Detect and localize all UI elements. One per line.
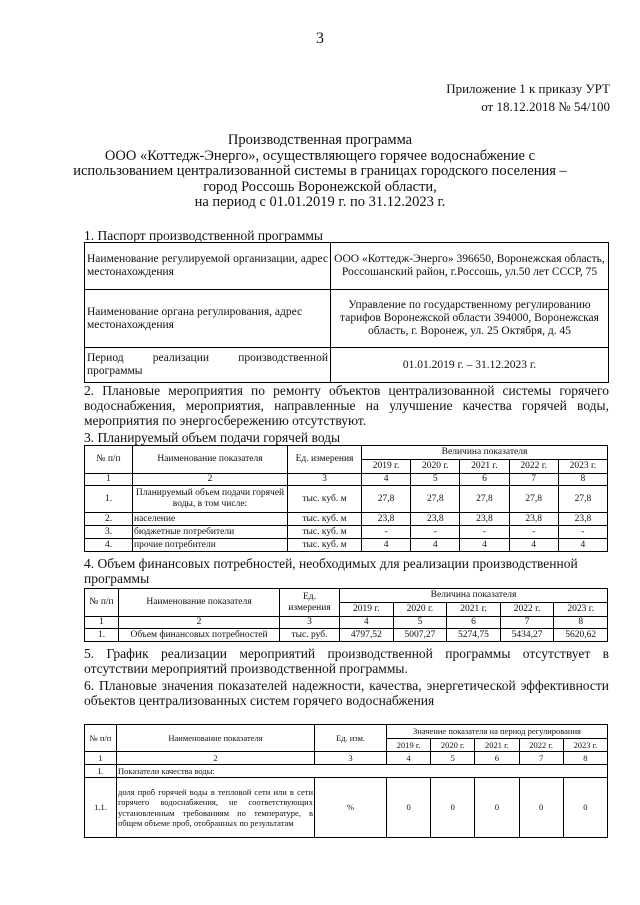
row-unit: тыс. куб. м	[288, 526, 362, 539]
page-number: 3	[316, 30, 324, 47]
header-year: 2023 г.	[554, 603, 608, 617]
header-unit: Ед. измерения	[288, 446, 362, 474]
passport-label: Наименование органа регулирования, адрес местонахождения	[85, 290, 331, 348]
row-value: 23,8	[509, 513, 558, 526]
row-num: 1.	[85, 629, 119, 642]
index-cell: 5	[393, 617, 447, 629]
row-name: доля проб горячей воды в тепловой сети или в сети горячего водоснабжения, не соответствующих установленным требованиям по температуре, в общем объеме проб, отобранных по результатам	[117, 778, 315, 838]
table-row	[85, 778, 608, 838]
document-title	[60, 133, 580, 211]
passport-value: 01.01.2019 г. – 31.12.2023 г.	[331, 348, 609, 383]
index-cell: 6	[460, 474, 509, 486]
title-line-1: Производственная программа	[227, 132, 413, 148]
appendix-note	[446, 80, 610, 116]
row-value: 23,8	[362, 513, 411, 526]
passport-row	[85, 348, 609, 383]
header-group: Величина показателя	[340, 589, 608, 603]
subheader-name: Показатели качества воды:	[117, 765, 608, 778]
header-year: 2020 г.	[393, 603, 447, 617]
header-year: 2022 г.	[500, 603, 554, 617]
index-row	[85, 474, 608, 486]
row-name: бюджетные потребители	[133, 526, 288, 539]
title-line-5: на период с 01.01.2019 г. по 31.12.2023 г.	[194, 194, 446, 210]
subheader-row	[85, 765, 608, 778]
header-num: № п/п	[85, 446, 133, 474]
header-group: Величина показателя	[362, 446, 608, 460]
index-cell: 1	[85, 617, 119, 629]
row-value: 5007,27	[393, 629, 447, 642]
row-value: 27,8	[558, 486, 607, 513]
index-cell: 8	[558, 474, 607, 486]
table-row	[85, 539, 608, 552]
header-unit: Ед. изм.	[315, 725, 387, 752]
index-cell: 5	[431, 752, 475, 765]
passport-table	[84, 242, 609, 383]
row-unit: %	[315, 778, 387, 838]
header-row	[85, 446, 608, 460]
row-value: 4797,52	[340, 629, 394, 642]
row-value: 5434,27	[500, 629, 554, 642]
passport-row	[85, 243, 609, 290]
header-num: № п/п	[85, 589, 119, 617]
row-num: 4.	[85, 539, 133, 552]
row-value: -	[509, 526, 558, 539]
header-year: 2020 г.	[431, 739, 475, 752]
index-cell: 4	[340, 617, 394, 629]
index-row	[85, 617, 608, 629]
table-row	[85, 629, 608, 642]
row-unit: тыс. куб. м	[288, 486, 362, 513]
row-value: 27,8	[362, 486, 411, 513]
section-4-heading: 4. Объем финансовых потребностей, необходимых для реализации производственной программы	[84, 556, 578, 586]
index-cell: 6	[447, 617, 501, 629]
title-line-2: ООО «Коттедж-Энерго», осуществляющего горячее водоснабжение с	[104, 147, 536, 164]
table-row	[85, 513, 608, 526]
header-unit: Ед. измерения	[280, 589, 340, 617]
row-value: 5274,75	[447, 629, 501, 642]
row-name: население	[133, 513, 288, 526]
header-row	[85, 725, 608, 739]
row-value: 4	[509, 539, 558, 552]
section-1-heading: 1. Паспорт производственной программы	[84, 228, 323, 243]
index-cell: 1	[85, 752, 117, 765]
header-year: 2023 г.	[563, 739, 607, 752]
title-line-3: использованием централизованной системы в границах городского поселения –	[73, 163, 567, 179]
row-unit: тыс. куб. м	[288, 513, 362, 526]
index-cell: 2	[117, 752, 315, 765]
header-year: 2022 г.	[509, 460, 558, 474]
row-value: -	[411, 526, 460, 539]
header-year: 2019 г.	[387, 739, 431, 752]
row-value: -	[558, 526, 607, 539]
table-row	[85, 526, 608, 539]
header-year: 2021 г.	[475, 739, 519, 752]
header-year: 2020 г.	[411, 460, 460, 474]
row-value: 4	[411, 539, 460, 552]
header-year: 2019 г.	[362, 460, 411, 474]
row-value: 5620,62	[554, 629, 608, 642]
row-value: 0	[431, 778, 475, 838]
row-value: 0	[519, 778, 563, 838]
index-cell: 2	[119, 617, 280, 629]
subheader-num: I.	[85, 765, 117, 778]
index-cell: 3	[315, 752, 387, 765]
index-cell: 1	[85, 474, 133, 486]
passport-label: Наименование регулируемой организации, адрес местонахождения	[85, 243, 331, 290]
row-value: 4	[362, 539, 411, 552]
index-cell: 8	[554, 617, 608, 629]
header-name: Наименование показателя	[119, 589, 280, 617]
appendix-line-2: от 18.12.2018 № 54/100	[481, 99, 610, 114]
header-year: 2023 г.	[558, 460, 607, 474]
row-value: 0	[387, 778, 431, 838]
supply-volume-table	[84, 445, 608, 552]
header-year: 2021 г.	[447, 603, 501, 617]
section-3-heading: 3. Планируемый объем подачи горячей воды	[84, 430, 341, 445]
row-num: 3.	[85, 526, 133, 539]
row-num: 1.1.	[85, 778, 117, 838]
header-group: Значение показателя на период регулирования	[387, 725, 608, 739]
row-name: Объем финансовых потребностей	[119, 629, 280, 642]
index-cell: 3	[280, 617, 340, 629]
row-value: -	[362, 526, 411, 539]
index-cell: 2	[133, 474, 288, 486]
row-unit: тыс. руб.	[280, 629, 340, 642]
row-num: 2.	[85, 513, 133, 526]
header-name: Наименование показателя	[117, 725, 315, 752]
row-value: 4	[460, 539, 509, 552]
index-cell: 7	[500, 617, 554, 629]
row-value: 23,8	[460, 513, 509, 526]
passport-label: Период реализации производственной программы	[85, 348, 331, 383]
header-year: 2022 г.	[519, 739, 563, 752]
index-cell: 5	[411, 474, 460, 486]
index-cell: 3	[288, 474, 362, 486]
header-num: № п/п	[85, 725, 117, 752]
row-value: 27,8	[460, 486, 509, 513]
row-value: 27,8	[411, 486, 460, 513]
index-cell: 6	[475, 752, 519, 765]
row-unit: тыс. куб. м	[288, 539, 362, 552]
row-num: 1.	[85, 486, 133, 513]
index-cell: 7	[519, 752, 563, 765]
row-value: 4	[558, 539, 607, 552]
header-year: 2021 г.	[460, 460, 509, 474]
row-value: 23,8	[411, 513, 460, 526]
header-year: 2019 г.	[340, 603, 394, 617]
appendix-line-1: Приложение 1 к приказу УРТ	[446, 81, 610, 96]
row-value: 23,8	[558, 513, 607, 526]
header-name: Наименование показателя	[133, 446, 288, 474]
section-6-heading: 6. Плановые значения показателей надежности, качества, энергетической эффективности объектов централизованных систем горячего водоснабжения	[84, 678, 609, 708]
passport-value: ООО «Коттедж-Энерго» 396650, Воронежская область, Россошанский район, г.Россошь, ул.50 лет СССР, 75	[331, 243, 609, 290]
indicators-table	[84, 724, 608, 838]
row-value: 27,8	[509, 486, 558, 513]
header-row	[85, 589, 608, 603]
section-2-text: 2. Плановые мероприятия по ремонту объектов централизованной системы горячего водоснабжения, мероприятия, направленные на улучшение качества горячей воды, мероприятия по энергосбережению отсутствуют.	[84, 383, 609, 428]
financial-needs-table	[84, 588, 608, 642]
section-5-text: 5. График реализации мероприятий производственной программы отсутствует в отсутствии мероприятий производственной программы.	[84, 646, 609, 676]
table-row	[85, 486, 608, 513]
index-cell: 4	[362, 474, 411, 486]
row-value: 0	[563, 778, 607, 838]
row-value: -	[460, 526, 509, 539]
index-cell: 8	[563, 752, 607, 765]
index-cell: 7	[509, 474, 558, 486]
row-value: 0	[475, 778, 519, 838]
index-row	[85, 752, 608, 765]
index-cell: 4	[387, 752, 431, 765]
row-name: Планируемый объем подачи горячей воды, в том числе:	[133, 486, 288, 513]
passport-row	[85, 290, 609, 348]
title-line-4: город Россошь Воронежской области,	[203, 178, 437, 195]
passport-value: Управление по государственному регулированию тарифов Воронежской области 394000, Воронежская область, г. Воронеж, ул. 25 Октября, д. 45	[331, 290, 609, 348]
row-name: прочие потребители	[133, 539, 288, 552]
